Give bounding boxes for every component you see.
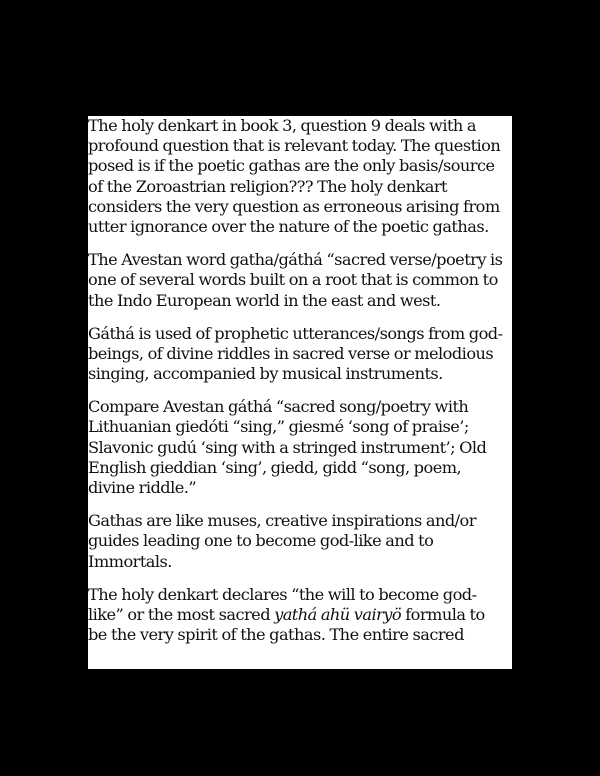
- text-line: considers the very question as erroneous arising from: [88, 196, 500, 216]
- text-line: The holy denkart declares “the will to become god-: [88, 584, 477, 604]
- text-run: formula to: [401, 604, 485, 624]
- text-line: of the Zoroastrian religion??? The holy denkart: [88, 176, 447, 196]
- text-line: Lithuanian giedóti “sing,” giesmé ‘song of praise’;: [88, 417, 469, 437]
- text-line: Immortals.: [88, 551, 172, 571]
- text-run: like” or the most sacred: [88, 604, 275, 624]
- text-line: The Avestan word gatha/gáthá “sacred verse/poetry is: [88, 250, 503, 270]
- text-line: The holy denkart in book 3, question 9 deals with a: [88, 116, 476, 135]
- document-page: [88, 116, 512, 669]
- text-line: posed is if the poetic gathas are the only basis/source: [88, 156, 495, 176]
- paragraph-muses: [88, 511, 512, 572]
- text-line-with-italic: [88, 605, 512, 625]
- text-line: Gáthá is used of prophetic utterances/songs from god-: [88, 323, 503, 343]
- paragraph-denkart-declares: [88, 585, 512, 646]
- text-line: Gathas are like muses, creative inspirations and/or: [88, 511, 476, 531]
- text-line: guides leading one to become god-like and to: [88, 531, 434, 551]
- text-line: Slavonic gudú ‘sing with a stringed instrument’; Old: [88, 437, 487, 457]
- text-line: the Indo European world in the east and west.: [88, 290, 441, 310]
- text-line: utter ignorance over the nature of the poetic gathas.: [88, 216, 489, 236]
- paragraph-gatha-usage: [88, 324, 512, 385]
- document-body: [88, 116, 512, 658]
- text-line: be the very spirit of the gathas. The entire sacred: [88, 625, 464, 645]
- paragraph-avestan-word: [88, 250, 512, 311]
- paragraph-comparison: [88, 397, 512, 498]
- text-line: divine riddle.”: [88, 478, 197, 497]
- text-line: beings, of divine riddles in sacred verse or melodious: [88, 343, 494, 363]
- italic-formula: yathá ahü vairyö: [274, 604, 402, 624]
- text-line: one of several words built on a root that is common to: [88, 270, 498, 290]
- text-line: singing, accompanied by musical instruments.: [88, 364, 443, 384]
- paragraph-denkart-question: [88, 116, 512, 237]
- text-line: profound question that is relevant today. The question: [88, 136, 501, 156]
- text-line: English gieddian ‘sing’, giedd, gidd “song, poem,: [88, 457, 462, 477]
- text-line: Compare Avestan gáthá “sacred song/poetry with: [88, 397, 469, 417]
